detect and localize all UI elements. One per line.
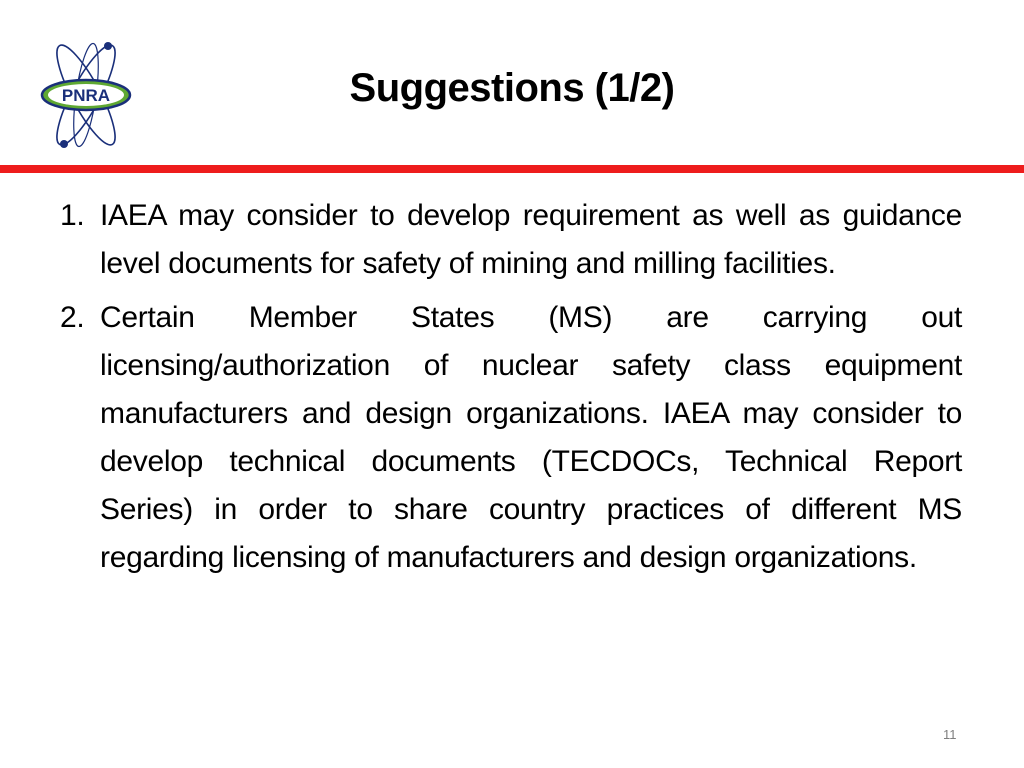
list-item	[60, 192, 962, 288]
list-item-number: 2.	[60, 301, 85, 334]
list-item	[60, 294, 962, 582]
slide-title: Suggestions (1/2)	[349, 66, 675, 110]
title-divider	[0, 165, 1024, 173]
list-item-text: IAEA may consider to develop requirement as well as guidance level documents for safety of mining and milling facilities.	[100, 199, 962, 280]
page-number: 11	[943, 727, 957, 742]
logo-text: PNRA	[61, 86, 111, 105]
list-item-number: 1.	[60, 199, 85, 232]
list-item-text: Certain Member States (MS) are carrying out licensing/authorization of nuclear safety class equipment manufacturers and design organizations. IAEA may consider to develop technical documents (TECDOCs, Technical Report Series) in order to share country practices of different MS regarding licensing of manufacturers and design organizations.	[100, 301, 962, 574]
suggestion-list	[60, 192, 962, 588]
